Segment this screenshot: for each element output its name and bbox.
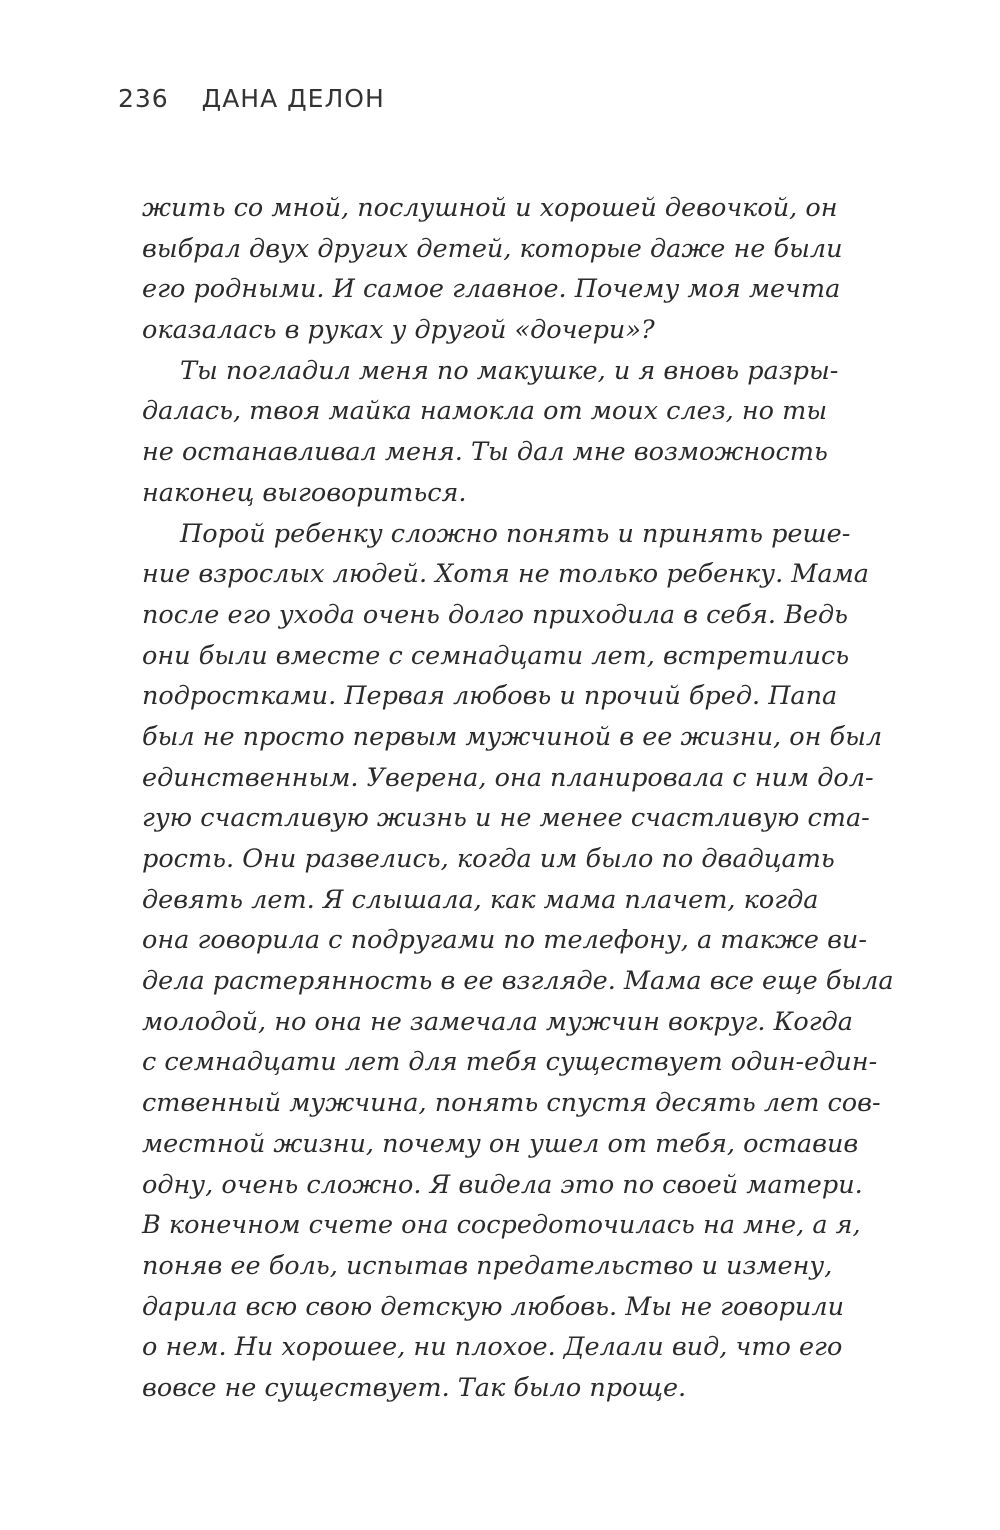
text-line: Порой ребенку сложно понять и принять реше- [180, 518, 851, 549]
text-line: выбрал двух других детей, которые даже не были [142, 233, 843, 264]
text-line: молодой, но она не замечала мужчин вокруг. Когда [142, 1006, 853, 1037]
text-line: поняв ее боль, испытав предательство и измену, [142, 1250, 833, 1281]
text-line: вовсе не существует. Так было проще. [142, 1372, 687, 1403]
text-line: ственный мужчина, понять спустя десять лет сов- [142, 1088, 881, 1119]
page-number: 236 [118, 84, 169, 113]
text-line: она говорила с подругами по телефону, а также ви- [142, 925, 867, 956]
text-line: В конечном счете она сосредоточилась на мне, а я, [142, 1210, 861, 1241]
paragraph-3 [142, 514, 894, 1409]
text-line: после его ухода очень долго приходила в себя. Ведь [142, 599, 848, 630]
text-line: они были вместе с семнадцати лет, встретились [142, 640, 850, 671]
text-line: девять лет. Я слышала, как мама плачет, когда [142, 884, 819, 915]
text-line: далась, твоя майка намокла от моих слез, но ты [142, 396, 828, 427]
text-line: был не просто первым мужчиной в ее жизни, он был [142, 721, 883, 752]
text-line: рость. Они развелись, когда им было по двадцать [142, 844, 835, 874]
text-line: местной жизни, почему он ушел от тебя, оставив [142, 1128, 859, 1159]
text-line: единственным. Уверена, она планировала с ним дол- [142, 762, 874, 793]
text-line: о нем. Ни хорошее, ни плохое. Делали вид, что его [142, 1332, 843, 1363]
text-line: ние взрослых людей. Хотя не только ребенку. Мама [142, 559, 869, 590]
text-line: его родными. И самое главное. Почему моя мечта [142, 274, 841, 305]
text-line: наконец выговориться. [142, 477, 467, 508]
body-text [142, 188, 894, 1409]
text-line: дарила всю свою детскую любовь. Мы не говорили [142, 1291, 845, 1322]
text-line: жить со мной, послушной и хорошей девочкой, он [142, 193, 838, 223]
text-line: Ты погладил меня по макушке, и я вновь разры- [180, 355, 839, 386]
running-head [118, 84, 385, 113]
author-name: ДАНА ДЕЛОН [201, 84, 385, 113]
paragraph-1 [142, 188, 843, 351]
text-line: подростками. Первая любовь и прочий бред. Папа [142, 681, 838, 712]
text-line: с семнадцати лет для тебя существует один-един- [142, 1047, 878, 1078]
text-line: одну, очень сложно. Я видела это по своей матери. [142, 1169, 863, 1200]
text-line: не останавливал меня. Ты дал мне возможность [142, 437, 828, 468]
text-line: оказалась в руках у другой «дочери»? [142, 315, 655, 346]
text-line: дела растерянность в ее взгляде. Мама все еще была [142, 966, 894, 997]
paragraph-2 [142, 351, 839, 514]
text-line: гую счастливую жизнь и не менее счастливую ста- [142, 803, 870, 834]
